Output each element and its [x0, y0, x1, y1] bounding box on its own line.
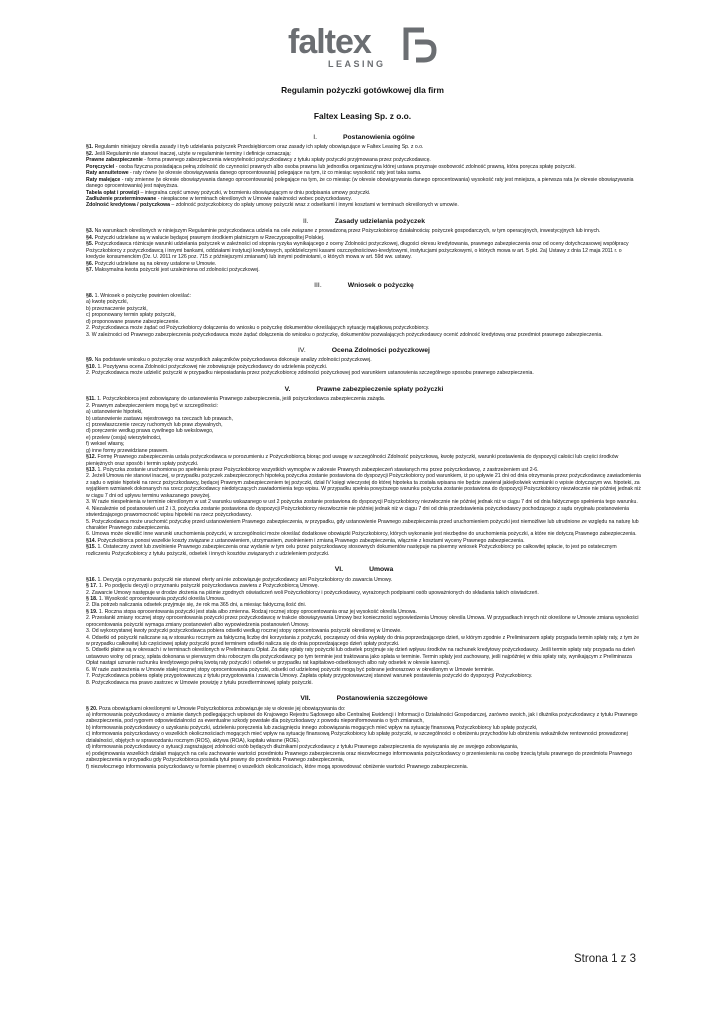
paragraph-text: Regulamin niniejszy określa zasady i tryb udzielania pożyczek Przedsiębiorcom oraz zasady ich spłaty obowiązujące w Faltex Leasing Sp. z o.o. — [93, 144, 424, 151]
section-number: III. — [314, 282, 322, 290]
paragraph-text: Jeśli Regulamin nie stanowi inaczej, użyte w regulaminie terminy i definicje oznaczają: — [93, 150, 291, 157]
paragraph-text: 6. W razie zastrzeżenia w Umowie stałej rocznej stopy oprocentowania pożyczki, odsetki od udzielonej pożyczki mogą być pobrane jednorazowo w określonym w Umowie terminie. — [86, 666, 495, 673]
logo-sub-text: LEASING — [328, 59, 386, 69]
section-title: Ocena Zdolności pożyczkowej — [331, 346, 430, 354]
document-body — [86, 130, 642, 775]
paragraph-text: e) przelew (cesja) wierzytelności, — [86, 434, 162, 441]
section-title: Prawne zabezpieczenie spłaty pożyczki — [316, 385, 444, 393]
paragraph-lead: §6. — [86, 260, 94, 267]
paragraph-text: 3. Od wykorzystanej kwoty pożyczki pożyczkodawca pobiera odsetki według rocznej stopy oprocentowania pożyczki określonej w Umowie. — [86, 628, 402, 635]
paragraph-lead: §7. — [86, 266, 94, 273]
paragraph-text: 4. Niezależnie od postanowień ust 2 i 3, pożyczka zostanie postawiona do dyspozycji Pożyczkobiorcy niezwłocznie nie później jednak niż w ciągu 7 dni od dnia przedstawienia pożyczkodawcy pochodzącego z sądu oryginału postanowienia stwierdzającego prawomocność wpisu hipoteki na rzecz pożyczkodawcy. — [86, 505, 629, 519]
paragraph — [86, 615, 642, 628]
paragraph-text: - osoba fizyczna posiadająca pełną zdolność do czynności prawnych albo osoba prawna lub jednostka organizacyjna której ustawa przyznaje osobowość zdolność prawną, która poręcza spłatę pożyczki. — [114, 163, 576, 170]
paragraph-lead: §15. — [86, 544, 97, 551]
section-heading — [86, 282, 642, 290]
paragraph-text: 2. Jeżeli Umowa nie stanowi inaczej, w przypadku pożyczek zabezpieczonych hipoteką pożyczka zostanie postawiona do dyspozycji Pożyczkobiorcy pod warunkiem, iż po upływie 21 dni od dnia otrzymania przez pożyczkodawcę zawiadomienia z sądu o wpisie hipoteki na rzecz pożyczkodawcy, będącej Prawnym zabezpieczeniem tej pożyczki, dział IV księgi wieczystej do której hipoteka ta została wpisana nie będzie zawierał jakiejkolwiek wzmianki o wpisie dotyczącym ww. hipoteki, za wyjątkiem wzmianek dokonanych na rzecz pożyczkodawcy niedotyczących zawiadomienia tego wpisu. W przypadku spełnia powyższego warunku pożyczka zostanie postawiona do dyspozycji Pożyczkobiorcy niezwłocznie nie później jednak niż w ciągu 7 dni od upływu terminu wskazanego powyżej. — [86, 473, 641, 499]
paragraph — [86, 177, 642, 190]
paragraph-lead: Raty malejące — [86, 176, 121, 183]
section-title: Wniosek o pożyczkę — [347, 282, 414, 290]
paragraph-text: 3. W zależności od Prawnego zabezpieczenia pożyczkodawca może żądać dołączenia do wniosku o pożyczkę, dokumentów pozwalających pożyczkodawcy ocenić zdolność kredytową oraz przedmiot prawnego zabezpieczenia. — [86, 331, 603, 338]
paragraph-text: Formę Prawnego zabezpieczenia ustala pożyczkodawca w porozumieniu z Pożyczkobiorcą biorąc pod uwagę w szczególności Zdolność pożyczkową, kwotę pożyczki, warunki postawienia do dyspozycji całości lub części środków pieniężnych oraz sposób i termin spłaty pożyczki. — [86, 454, 619, 467]
document-title: Regulamin pożyczki gotówkowej dla firm — [281, 85, 444, 95]
section-number: VII. — [300, 695, 311, 703]
paragraph-text: – zdolność pożyczkobiorcy do spłaty umowy pożyczki wraz z odsetkami i innymi kosztami w terminach określonych w umowie. — [169, 202, 459, 209]
logo-mark-icon — [406, 30, 434, 60]
paragraph-lead: Poręczyciel — [86, 163, 115, 170]
paragraph-text: 1. Po podjęciu decyzji o przyznaniu pożyczki pożyczkodawca zawiera z Pożyczkobiorcą Umowę. — [97, 583, 319, 590]
paragraph-text: 7. Pożyczkodawca pobiera opłatę przygotowawczą z tytułu przygotowania i zawarcia Umowy. Zapłata opłaty przygotowawczej stanowi warunek postawienia pożyczki do dyspozycji Pożyczkobiorcy. — [86, 673, 533, 680]
paragraph-text: 1. Pożyczka zostanie uruchomiona po spełnieniu przez Pożyczkobiorcę wszystkich wymogów w zakresie Prawnych zabezpieczeń stawianych mu przez pożyczkodawcę, z zastrzeżeniem ust 2-6. — [96, 467, 539, 474]
section-title: Zasady udzielania pożyczek — [334, 217, 425, 225]
paragraph-lead: §13. — [86, 467, 97, 474]
paragraph — [86, 635, 642, 648]
paragraph-text: e) podejmowania wszelkich działań mających na celu zachowanie wartości przedmiotu Prawnego zabezpieczenia oraz niezwłocznego informowania pożyczkodawcy o przeniesieniu na osobę trzecią tytułu prawnego do przedmiotu Prawnego zabezpieczenia w przypadku gdy Pożyczkobiorca posiada tytuł prawny do przedmiotu Prawnego zabezpieczenia, — [86, 750, 633, 764]
paragraph-text: f) weksel własny, — [86, 441, 125, 448]
paragraph-text: Na warunkach określonych w niniejszym Regulaminie pożyczkodawca udziela na cele związane z prowadzoną przez Pożyczkobiorcę działalnością: pożyczek gospodarczych, w tym operacyjnych, inwestycyjnych lub innych. — [93, 228, 601, 235]
paragraph-lead: §2. — [86, 150, 94, 157]
section-title: Postanowienia szczegółowe — [336, 695, 428, 703]
paragraph-text: – integralna część umowy pożyczki, w brzmieniu obowiązującym w dniu podpisania umowy pożyczki. — [139, 189, 371, 196]
paragraph-text: Pożyczki udzielane są w walucie będącej prawnym środkiem płatniczym w Rzeczypospolitej Polskiej. — [93, 234, 325, 241]
paragraph-text: c) proponowany termin spłaty pożyczki, — [86, 312, 176, 319]
paragraph — [86, 712, 642, 725]
paragraph-lead: § 20. — [86, 705, 98, 712]
paragraph-text: Pożyczkodawca różnicuje warunki udzielania pożyczek w zależności od stopnia ryzyka wynikającego z oceny Zdolności pożyczkowej, długości okresu kredytowania, prawnego zabezpieczenia oraz od oceny dotychczasowej współpracy Pożyczkobiorcy z pożyczkodawcą i innymi bankami, oddziałami instytucji kredytowych, spółdzielczymi kasami oszczędnościowo-kredytowymi, instytucjami pożyczkowymi, o których mowa w art. 5 pkt. 2a) Ustawy z dnia 12 maja 2011 r. o kredycie konsumenckim (Dz. U. 2011 nr 126 poz. 715 z późniejszymi zmianami) lub innymi podmiotami, o których mowa w art. 59d ww. ustawy. — [86, 241, 629, 261]
paragraph-lead: §1. — [86, 144, 94, 151]
paragraph-text: 2. Prawnym zabezpieczeniem mogą być w szczególności: — [86, 402, 218, 409]
section-title: Postanowienia ogólne — [343, 134, 415, 141]
paragraph-text: 1. Ostateczny zwrot lub zwolnienie Prawnego zabezpieczenia oraz wydanie w tym celu przez pożyczkodawcę stosownych dokumentów następuje na pisemny wniosek Pożyczkobiorcy po całkowitej spłacie, to jest po ostatecznym rozliczeniu Pożyczkobiorcy z tytułu pożyczki, odsetek i innych kosztów związanych z udzieleniem pożyczki. — [86, 544, 617, 557]
paragraph-text: 6. Umowa może określić inne warunki uruchomienia pożyczki, w szczególności może określać dodatkowe obowiązki Pożyczkobiorcy, których wykonanie jest niezbędne do uruchomienia pożyczki, a które nie dotyczą Prawnego zabezpieczenia. — [86, 531, 637, 538]
paragraph — [86, 454, 642, 467]
paragraph-text: d) poręczenie według prawa cywilnego lub wekslowego, — [86, 428, 214, 435]
paragraph-lead: Prawne zabezpieczenie — [86, 157, 143, 164]
section-heading — [86, 134, 642, 142]
faltex-leasing-logo — [288, 22, 438, 70]
logo-brand-text: faltex — [288, 23, 371, 61]
paragraph — [86, 473, 642, 499]
paragraph-text: d) proponowane prawne zabezpieczenie. — [86, 318, 180, 325]
paragraph-text: 8. Pożyczkodawca ma prawo zastrzec w Umowie prowizję z tytułu przedterminowej spłaty pożyczki. — [86, 679, 313, 686]
paragraph-lead: Zadłużenie przeterminowane — [86, 195, 157, 202]
section-heading — [86, 386, 642, 394]
company-name: Faltex Leasing Sp. z o.o. — [313, 111, 412, 121]
section-heading — [86, 347, 642, 355]
paragraph-text: 1. Wniosek o pożyczkę powinien określać: — [93, 292, 191, 299]
paragraph-text: 5. Odsetki płatne są w okresach i w terminach określonych w Preliminarzu Opłat. Za datę spłaty raty pożyczki lub odsetek przyjmuje się dzień wpływu środków na rachunek kredytowy pożyczkodawcy. Jeśli termin spłaty raty przypada na dzień ustawowo wolny od pracy, spłata dokonana w pierwszym dniu roboczym dla pożyczkodawcy po tym terminie jest traktowana jako spłata w terminie. Termin spłaty jest zachowany, jeśli najpóźniej w dniu spłaty raty, wynikającym z Preliminarza Opłat nastąpi uznanie rachunku kredytowego pełną kwotą raty pożyczki i odsetek w przypadku rat kapitałowo-odsetkowych albo raty odsetek w okresie karencji. — [86, 647, 635, 667]
paragraph-lead: §14. — [86, 537, 97, 544]
paragraph-text: a) ustanowienie hipoteki, — [86, 409, 143, 416]
paragraph-lead: § 19. — [86, 608, 98, 615]
section-number: VI. — [334, 566, 344, 574]
paragraph-text: b) przeznaczenie pożyczki, — [86, 305, 148, 312]
paragraph-lead: § 17. — [86, 583, 98, 590]
paragraph-text: b) ustanowienie zastawu rejestrowego na rzeczach lub prawach, — [86, 415, 233, 422]
paragraph-text: 4. Odsetki od pożyczki naliczane są w stosunku rocznym za faktyczną liczbę dni korzystania z pożyczki, począwszy od dnia wypłaty do dnia poprzedzającego dzień, w którym zgodnie z Preliminarzem spłaty przypada termin spłaty raty, z tym że w przypadku całkowitej lub częściowej spłaty pożyczki przed terminem odsetki nalicza się do dnia poprzedzającego dzień spłaty pożyczki. — [86, 634, 640, 648]
section-number: IV. — [298, 346, 306, 354]
paragraph-text: a) informowania pożyczkodawcy o zmianie danych podlegających wpisowi do Krajowego Rejestru Sądowego albo Centralnej Ewidencji i Informacji o Działalności Gospodarczej, zarówno swoich, jak i dłużnika pożyczkodawcy z tytułu Prawnego zabezpieczenia, pod rygorem odpowiedzialności za ewentualne szkody powstałe dla pożyczkodawcy z powodu nieponiformowania o tych zmianach, — [86, 712, 638, 725]
paragraph-lead: §11. — [86, 396, 96, 403]
paragraph — [86, 751, 642, 764]
section-title: Umowa — [369, 566, 394, 574]
paragraph-lead: Tabela opłat i prowizji — [86, 189, 140, 196]
paragraph-lead: §16. — [86, 576, 97, 583]
section-heading — [86, 695, 642, 703]
paragraph — [86, 731, 642, 744]
paragraph-text: Poza obowiązkami określonymi w Umowie Pożyczkobiorca zobowiązuje się w okresie jej obowiązywania do: — [97, 705, 346, 712]
paragraph — [86, 647, 642, 666]
section-number: II. — [303, 217, 309, 225]
paragraph-text: 3. W razie niespełnienia w terminie określonym w ust 2 warunku wskazanego w ust 2 pożyczka zostanie postawiona do dyspozycji Pożyczkobiorcy niezwłocznie nie później jednak niż w ciągu 7 dni od dnia faktycznego spełnienia tego warunku. — [86, 499, 638, 506]
paragraph-text: d) informowania pożyczkodawcy o sytuacji zagrażającej zdolności osób będących dłużnikami pożyczkodawcy z tytułu Prawnego zabezpieczenia do wywiązania się ze swojego zobowiązania, — [86, 744, 519, 751]
paragraph-text: 1. Wysokość oprocentowania pożyczki określa Umowa. — [97, 595, 226, 602]
paragraph-text: Maksymalna kwota pożyczki jest uzależniona od zdolności pożyczkowej. — [93, 266, 260, 273]
paragraph-text: - raty równe (w okresie obowiązywania danego oprocentowania) polegające na tym, iż co miesiąc wysokość raty jest taka sama. — [128, 170, 422, 177]
paragraph-text: Pożyczki udzielane są na okresy ustalone w Umowie. — [93, 260, 217, 267]
section-number: I. — [313, 134, 317, 141]
paragraph-text: Pożyczkobiorca ponosi wszelkie koszty związane z ustanowieniem, utrzymaniem, zwolnieniem i zmianą Prawnego zabezpieczenia, włącznie z kosztami wyceny Prawnego zabezpieczenia. — [96, 537, 525, 544]
paragraph — [86, 519, 642, 532]
paragraph-lead: §4. — [86, 234, 94, 241]
paragraph-text: 1. Pożyczkobiorca jest zobowiązany do ustanowienia Prawnego zabezpieczenia, jeśli pożyczkodawca zabezpieczenia zażąda. — [95, 396, 386, 403]
paragraph-lead: §12. — [86, 454, 97, 461]
paragraph-text: c) informowania pożyczkodawcy o wszelkich okolicznościach mogących mieć wpływ na sytuację finansową Pożyczkobiorcy lub spłatę pożyczki, w szczególności o obniżeniu przychodów lub obniżeniu wskaźników rentowności prowadzonej działalności, objętych w sprawozdaniu rocznym (ROS), aktywa (ROA), kapitału własne (ROE). — [86, 731, 628, 744]
paragraph-lead: § 18. — [86, 595, 98, 602]
paragraph — [86, 241, 642, 260]
paragraph-text: c) przewłaszczenie rzeczy ruchomych lub praw zbywalnych, — [86, 421, 223, 428]
paragraph-text: 2. Pożyczkodawca może żądać od Pożyczkobiorcy dołączenia do wniosku o pożyczkę dokumentów określających sytuację majątkową pożyczkobiorcy. — [86, 325, 430, 332]
paragraph — [86, 332, 642, 338]
paragraph-text: f) niezwłocznego informowania pożyczkodawcy w formie pisemnej o wszelkich okolicznościach, które mogą spowodować obniżenie wartości Prawnego zabezpieczenia. — [86, 763, 469, 770]
paragraph-lead: §10. — [86, 363, 97, 370]
paragraph-text: - niespłacone w terminach określonych w Umowie należności wobec pożyczkodawcy. — [156, 195, 352, 202]
paragraph — [86, 506, 642, 519]
section-heading — [86, 566, 642, 574]
paragraph-lead: §5. — [86, 241, 94, 248]
paragraph — [86, 544, 642, 557]
paragraph-text: - forma prawnego zabezpieczenia wierzytelności pożyczkodawcy z tytułu spłaty pożyczki przyjmowana przez pożyczkodawcę. — [142, 157, 431, 164]
paragraph-text: a) kwotę pożyczki, — [86, 299, 128, 306]
paragraph-text: - raty zmienne (w okresie obowiązywania danego oprocentowania) polegające na tym, że co miesiąc (w okresie obowiązywania danego oprocentowania) wysokość raty jest mniejsza, a pierwsza rata (w okresie obowiązywania danego oprocentowania) jest najwyższa. — [86, 176, 634, 190]
paragraph-text: g) inne formy przewidziane prawem. — [86, 447, 169, 454]
paragraph-text: 1. Decyzja o przyznaniu pożyczki nie stanowi oferty ani nie zobowiązuje pożyczkodawcy ani Pożyczkobiorcy do zawarcia Umowy. — [96, 576, 393, 583]
paragraph-text: 2. Pożyczkodawca może udzielić pożyczki w przypadku nieposiadania przez pożyczkobiorcę zdolności pożyczkowej pod warunkiem ustanowienia szczególnego sposobu prawnego zabezpieczenia. — [86, 370, 534, 377]
paragraph-lead: Raty annuitetowe — [86, 170, 129, 177]
paragraph-lead: Zdolność kredytowa / pożyczkowa — [86, 202, 170, 209]
paragraph-text: 1. Pozytywna ocena Zdolności pożyczkowej nie zobowiązuje pożyczkodawcy do udzielenia pożyczki. — [96, 363, 328, 370]
paragraph-text: b) informowania pożyczkodawcy o uzyskaniu pożyczki, udzieleniu poręczenia lub zaciągnięciu innego zobowiązania mogących mieć wpływ na sytuację finansową Pożyczkobiorcy lub spłatę pożyczki, — [86, 724, 538, 731]
paragraph-text: 2. Zawarcie Umowy następuje w drodze złożenia na piśmie zgodnych oświadczeń woli Pożyczkobiorcy i pożyczkodawcy, wyrażonych podpisami osób upoważnionych do składania takich oświadczeń. — [86, 589, 539, 596]
paragraph-text: 2. Przesłanki zmiany rocznej stopy oprocentowania pożyczki przez pożyczkodawcę w trakcie obowiązywania Umowy bez konieczności wypowiedzenia Umowy określa Umowa. W przypadkach innych niż określone w Umowie zmiana wysokości oprocentowania pożyczki wymaga zmiany postanowień albo wypowiedzenia postanowień Umowy. — [86, 615, 639, 628]
paragraph-lead: §8. — [86, 292, 94, 299]
section-number: V. — [284, 385, 291, 393]
paragraph-lead: §3. — [86, 228, 94, 235]
section-heading — [86, 218, 642, 226]
page-number: Strona 1 z 3 — [574, 953, 637, 965]
paragraph-text: Na podstawie wniosku o pożyczkę oraz wszystkich załączników pożyczkodawca dokonuje analizy zdolności pożyczkowej. — [93, 357, 372, 364]
paragraph-text: 1. Roczna stopa oprocentowania pożyczki jest stała albo zmienna. Rodzaj rocznej stopy oprocentowania oraz jej wysokość określa Umowa. — [97, 608, 417, 615]
paragraph-text: 2. Dla potrzeb naliczania odsetek przyjmuje się, że rok ma 365 dni, a miesiąc faktyczną ilość dni. — [86, 602, 307, 609]
paragraph-lead: §9. — [86, 357, 94, 364]
paragraph-text: 5. Pożyczkodawca może uruchomić pożyczkę przed ustanowieniem Prawnego zabezpieczenia, w przypadku, gdy ustanowienie Prawnego zabezpieczenia przed uruchomieniem pożyczki jest niemożliwe lub utrudnione ze względu na naturę lub charakter Prawnego zabezpieczenia. — [86, 518, 639, 531]
